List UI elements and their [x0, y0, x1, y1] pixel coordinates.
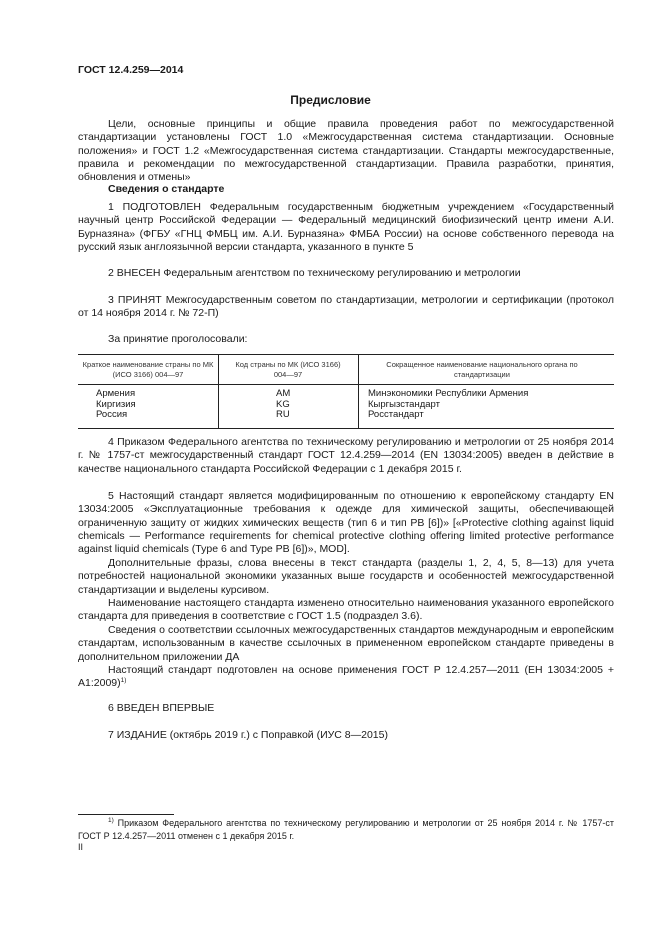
item-5-paragraph: 5 Настоящий стандарт является модифицированным по отношению к европейскому стандарту EN 13034:2005 «Эксплуатационные требования к одежде для химической защиты, обеспечивающей ограниченную защиту от жидких химических веществ (тип 6 и тип PB [6])» [«Protective clothing against liquid chemicals — Performance requirements for chemical protective clothing offering limited protective performance against liquid chemicals (Type 6 and Type PB [6])», MOD].: [78, 490, 614, 556]
table-cell: Россия: [96, 409, 128, 421]
section-subheading: Сведения о стандарте: [108, 183, 225, 195]
item-6-paragraph: 6 ВВЕДЕН ВПЕРВЫЕ: [108, 702, 215, 714]
table-header-divider: [78, 384, 614, 385]
footnote-text: Приказом Федерального агентства по техническому регулированию и метрологии от 25 ноября 2014 г. № 1757-ст ГОСТ Р 12.4.257—2011 отменен с 1 декабря 2015 г.: [78, 818, 614, 841]
page-number: II: [78, 842, 84, 852]
table-cell: Кыргызстандарт: [368, 398, 440, 410]
table-divider: [218, 355, 219, 428]
footnote-separator: [78, 814, 174, 815]
table-header-body: Сокращенное наименование национального органа по стандартизации: [386, 360, 578, 379]
page-title: Предисловие: [290, 93, 371, 107]
table-cell: AM: [276, 388, 291, 399]
table-divider: [358, 355, 359, 428]
table-header-code: Код страны по МК (ИСО 3166) 004—97: [235, 360, 341, 379]
voted-label: За принятие проголосовали:: [108, 333, 248, 345]
item-1-paragraph: 1 ПОДГОТОВЛЕН Федеральным государственным бюджетным учреждением «Государственный научный центр Российской Федерации — Федеральный медицинский биофизический центр имени А.И. Бурназяна» (ФГБУ «ГНЦ ФМБЦ им. А.И. Бурназяна» ФМБА России) на основе собственного перевода на русский язык англоязычной версии стандарта, указанного в пункте 5: [78, 201, 614, 253]
table-cell: KG: [276, 398, 290, 410]
item-7-paragraph: 7 ИЗДАНИЕ (октябрь 2019 г.) с Поправкой (ИУС 8—2015): [108, 729, 388, 741]
footnote: [78, 817, 614, 842]
item-4-paragraph: 4 Приказом Федерального агентства по техническому регулированию и метрологии от 25 ноября 2014 г. № 1757-ст межгосударственный стандарт ГОСТ 12.4.259—2014 (EN 13034:2005) введен в действие в качестве национального стандарта Российской Федерации с 1 декабря 2015 г.: [78, 436, 614, 475]
footnote-mark: 1): [108, 817, 114, 824]
footnote-reference[interactable]: 1): [120, 677, 127, 685]
intro-paragraph: Цели, основные принципы и общие правила проведения работ по межгосударственной стандартизации установлены ГОСТ 1.0 «Межгосударственная система стандартизации. Основные положения» и ГОСТ 1.2 «Межгосударственная система стандартизации. Стандарты межгосударственные, правила и рекомендации по межгосударственной стандартизации. Правила разработки, принятия, обновления и отмены»: [78, 118, 614, 184]
table-cell: Армения: [96, 388, 136, 399]
table-column-country: [96, 389, 136, 421]
item-5-basis-text: Настоящий стандарт подготовлен на основе применения ГОСТ Р 12.4.257—2011 (ЕН 13034:2005 + A1:2009): [78, 664, 614, 690]
item-2-paragraph: 2 ВНЕСЕН Федеральным агентством по техническому регулированию и метрологии: [108, 267, 521, 279]
table-cell: RU: [276, 409, 290, 421]
document-code: ГОСТ 12.4.259—2014: [78, 64, 184, 76]
item-5-basis-paragraph: [78, 664, 614, 691]
item-5-name-change-paragraph: Наименование настоящего стандарта изменено относительно наименования указанного европейского стандарта для приведения в соответствие с ГОСТ 1.5 (подраздел 3.6).: [78, 597, 614, 623]
table-cell: Росстандарт: [368, 409, 424, 421]
item-5-additions-paragraph: Дополнительные фразы, слова внесены в текст стандарта (разделы 1, 2, 4, 5, 8—13) для учета потребностей национальной экономики указанных выше государств и особенностей межгосударственной стандартизации и выделены курсивом.: [78, 557, 614, 596]
member-states-table: [78, 354, 614, 429]
table-cell: Киргизия: [96, 398, 136, 410]
table-column-code: [276, 389, 290, 421]
table-cell: Минэкономики Республики Армения: [368, 388, 529, 399]
table-header-country: Краткое наименование страны по МК (ИСО 3166) 004—97: [82, 360, 214, 379]
item-5-references-paragraph: Сведения о соответствии ссылочных межгосударственных стандартов международным и европейским стандартам, использованным в качестве ссылочных в примененном европейском стандарте приведены в дополнительном приложении ДА: [78, 624, 614, 663]
item-3-paragraph: 3 ПРИНЯТ Межгосударственным советом по стандартизации, метрологии и сертификации (протокол от 14 ноября 2014 г. № 72-П): [78, 294, 614, 320]
table-column-body: [368, 389, 528, 421]
